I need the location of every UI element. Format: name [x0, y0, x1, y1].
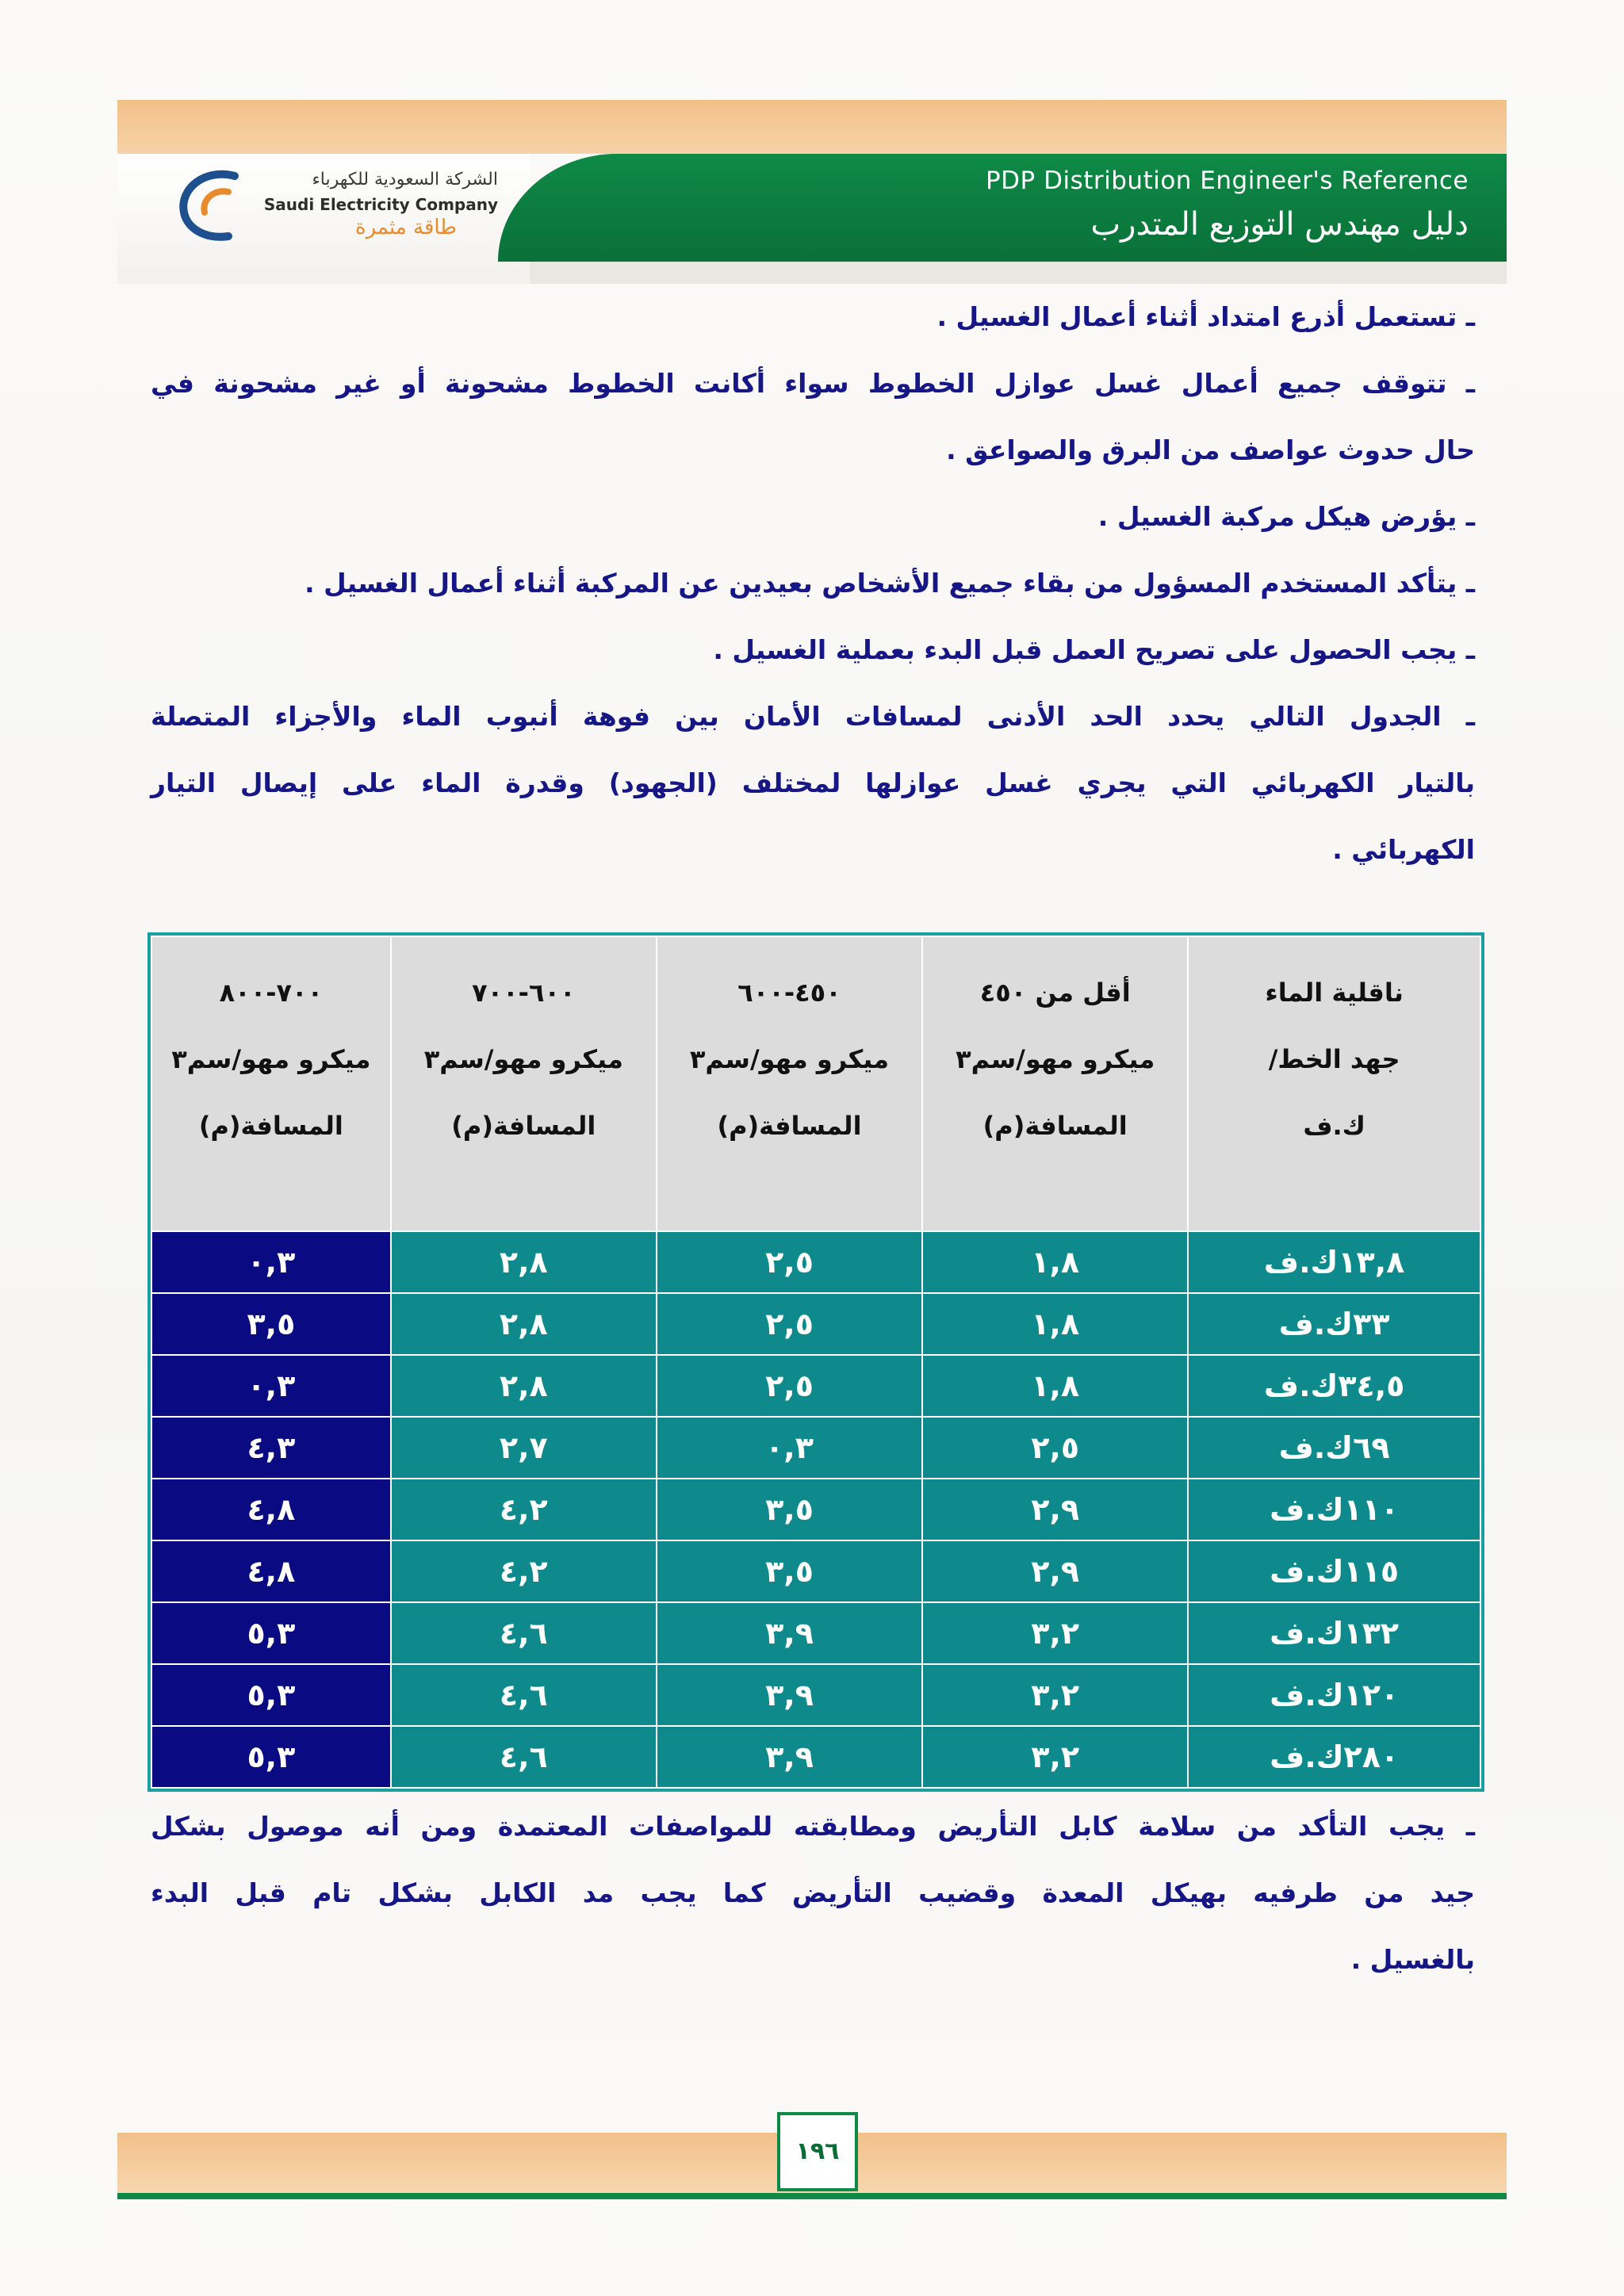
- list-item: حال حدوث عواصف من البرق والصواعق .: [946, 434, 1475, 465]
- header-line: ميكرو مهو/سم٣: [171, 1044, 371, 1074]
- table-row: [151, 1293, 1480, 1355]
- table-cell: ٣,٥: [151, 1293, 391, 1355]
- table-cell-voltage: ٣٤,٥ك.ف: [1188, 1355, 1480, 1417]
- page-header: [117, 100, 1507, 284]
- table-cell: ٣,٥: [657, 1479, 922, 1540]
- table-cell: ٣,٢: [922, 1664, 1188, 1726]
- table-cell: ٢,٨: [391, 1355, 657, 1417]
- page-number: ١٩٦: [777, 2112, 858, 2191]
- list-item: ـ يؤرض هيكل مركبة الغسيل .: [1097, 501, 1475, 532]
- table-cell: ٠,٣: [151, 1355, 391, 1417]
- table-cell: ٤,٦: [391, 1664, 657, 1726]
- table-row: [151, 1602, 1480, 1664]
- table-cell-voltage: ٢٨٠ك.ف: [1188, 1726, 1480, 1788]
- header-line: جهد الخط/: [1268, 1044, 1400, 1074]
- list-item: بالغسيل .: [1350, 1944, 1475, 1975]
- body-text: [151, 301, 1475, 888]
- header-title-english: PDP Distribution Engineer's Reference: [985, 166, 1469, 195]
- table-cell: ٣,٩: [657, 1602, 922, 1664]
- table-cell-voltage: ١٣,٨ك.ف: [1188, 1231, 1480, 1293]
- table-row: [151, 1417, 1480, 1479]
- body-text-after-table: [151, 1811, 1475, 2017]
- table-cell: ٢,٧: [391, 1417, 657, 1479]
- table-cell: ٠,٣: [657, 1417, 922, 1479]
- table-cell-voltage: ١١٠ك.ف: [1188, 1479, 1480, 1540]
- table-cell: ٢,٥: [922, 1417, 1188, 1479]
- logo-arc-icon: [173, 165, 249, 244]
- table-cell: ٢,٨: [391, 1293, 657, 1355]
- list-item: الكهربائي .: [1332, 834, 1475, 865]
- header-line: ميكرو مهو/سم٣: [956, 1044, 1155, 1074]
- table-row: [151, 1664, 1480, 1726]
- table-cell: ١,٨: [922, 1231, 1188, 1293]
- header-line: ميكرو مهو/سم٣: [689, 1044, 890, 1074]
- header-line: ميكرو مهو/سم٣: [423, 1044, 623, 1074]
- logo-tagline: طاقة مثمرة: [354, 216, 457, 239]
- table-cell: ٣,٥: [657, 1540, 922, 1602]
- table-cell: ٢,٥: [657, 1293, 922, 1355]
- table-cell: ٢,٨: [391, 1231, 657, 1293]
- table-cell: ٤,٨: [151, 1540, 391, 1602]
- table-cell-voltage: ١١٥ك.ف: [1188, 1540, 1480, 1602]
- table-cell: ٢,٥: [657, 1231, 922, 1293]
- list-item: جيد من طرفيه بهيكل المعدة وقضيب التأريض كما يجب مد الكابل بشكل تام قبل البدء: [151, 1877, 1475, 1908]
- company-logo: [173, 165, 498, 252]
- table-cell-voltage: ٣٣ك.ف: [1188, 1293, 1480, 1355]
- table-header-row: [151, 936, 1480, 1231]
- table-cell: ٢,٥: [657, 1355, 922, 1417]
- table-row: [151, 1540, 1480, 1602]
- header-line: ناقلية الماء: [1265, 978, 1404, 1008]
- table-cell: ٠,٣: [151, 1231, 391, 1293]
- table-cell: ٥,٣: [151, 1664, 391, 1726]
- table-cell: ٤,٦: [391, 1602, 657, 1664]
- header-orange-band: [117, 100, 1507, 154]
- logo-name-arabic: الشركة السعودية للكهرباء: [312, 170, 498, 189]
- header-line: ٦٠٠-٧٠٠: [472, 978, 576, 1008]
- header-title-arabic: دليل مهندس التوزيع المتدرب: [1090, 206, 1469, 243]
- header-cell-voltage: [1188, 936, 1480, 1231]
- list-item: ـ الجدول التالي يحدد الحد الأدنى لمسافات الأمان بين فوهة أنبوب الماء والأجزاء المتصلة: [151, 701, 1475, 732]
- table-row: [151, 1355, 1480, 1417]
- table-cell: ٣,٩: [657, 1726, 922, 1788]
- table-cell: ٣,٢: [922, 1726, 1188, 1788]
- table-cell-voltage: ١٣٢ك.ف: [1188, 1602, 1480, 1664]
- list-item: بالتيار الكهربائي التي يجري غسل عوازلها لمختلف (الجهود) وقدرة الماء على إيصال التيار: [151, 767, 1475, 798]
- table-cell-voltage: ٦٩ك.ف: [1188, 1417, 1480, 1479]
- header-line: ك.ف: [1303, 1111, 1365, 1141]
- list-item: ـ تتوقف جميع أعمال غسل عوازل الخطوط سواء أكانت الخطوط مشحونة أو غير مشحونة في: [151, 368, 1475, 399]
- table-cell: ٤,٦: [391, 1726, 657, 1788]
- header-line: ٤٥٠-٦٠٠: [737, 978, 841, 1008]
- safety-distance-table: [147, 932, 1484, 1792]
- table-cell: ٢,٩: [922, 1479, 1188, 1540]
- table-cell: ٤,٢: [391, 1540, 657, 1602]
- list-item: ـ يجب الحصول على تصريح العمل قبل البدء بعملية الغسيل .: [713, 634, 1475, 665]
- table-cell: ٢,٩: [922, 1540, 1188, 1602]
- header-line: المسافة(م): [451, 1111, 596, 1141]
- header-line: أقل من ٤٥٠: [979, 978, 1131, 1008]
- table-row: [151, 1726, 1480, 1788]
- table-cell-voltage: ١٢٠ك.ف: [1188, 1664, 1480, 1726]
- table-cell: ٤,٨: [151, 1479, 391, 1540]
- table-row: [151, 1231, 1480, 1293]
- table-cell: ٥,٣: [151, 1726, 391, 1788]
- list-item: ـ يتأكد المستخدم المسؤول من بقاء جميع الأشخاص بعيدين عن المركبة أثناء أعمال الغسيل .: [304, 568, 1475, 599]
- table-cell: ١,٨: [922, 1293, 1188, 1355]
- table-cell: ١,٨: [922, 1355, 1188, 1417]
- list-item: ـ يجب التأكد من سلامة كابل التأريض ومطابقته للمواصفات المعتمدة ومن أنه موصول بشكل: [151, 1811, 1475, 1842]
- header-line: المسافة(م): [198, 1111, 343, 1141]
- header-cell-under-450: [922, 936, 1188, 1231]
- table-cell: ٣,٩: [657, 1664, 922, 1726]
- header-line: المسافة(م): [717, 1111, 862, 1141]
- footer-green-stripe: [117, 2193, 1507, 2199]
- table-cell: ٤,٣: [151, 1417, 391, 1479]
- table-cell: ٥,٣: [151, 1602, 391, 1664]
- table-row: [151, 1479, 1480, 1540]
- table-cell: ٣,٢: [922, 1602, 1188, 1664]
- header-line: المسافة(م): [982, 1111, 1128, 1141]
- logo-name-english: Saudi Electricity Company: [263, 195, 498, 214]
- header-line: ٧٠٠-٨٠٠: [219, 978, 324, 1008]
- list-item: ـ تستعمل أذرع امتداد أثناء أعمال الغسيل .: [936, 301, 1475, 332]
- header-cell-600-700: [391, 936, 657, 1231]
- header-cell-450-600: [657, 936, 922, 1231]
- table-cell: ٤,٢: [391, 1479, 657, 1540]
- data-table: [151, 936, 1481, 1789]
- header-cell-700-800: [151, 936, 391, 1231]
